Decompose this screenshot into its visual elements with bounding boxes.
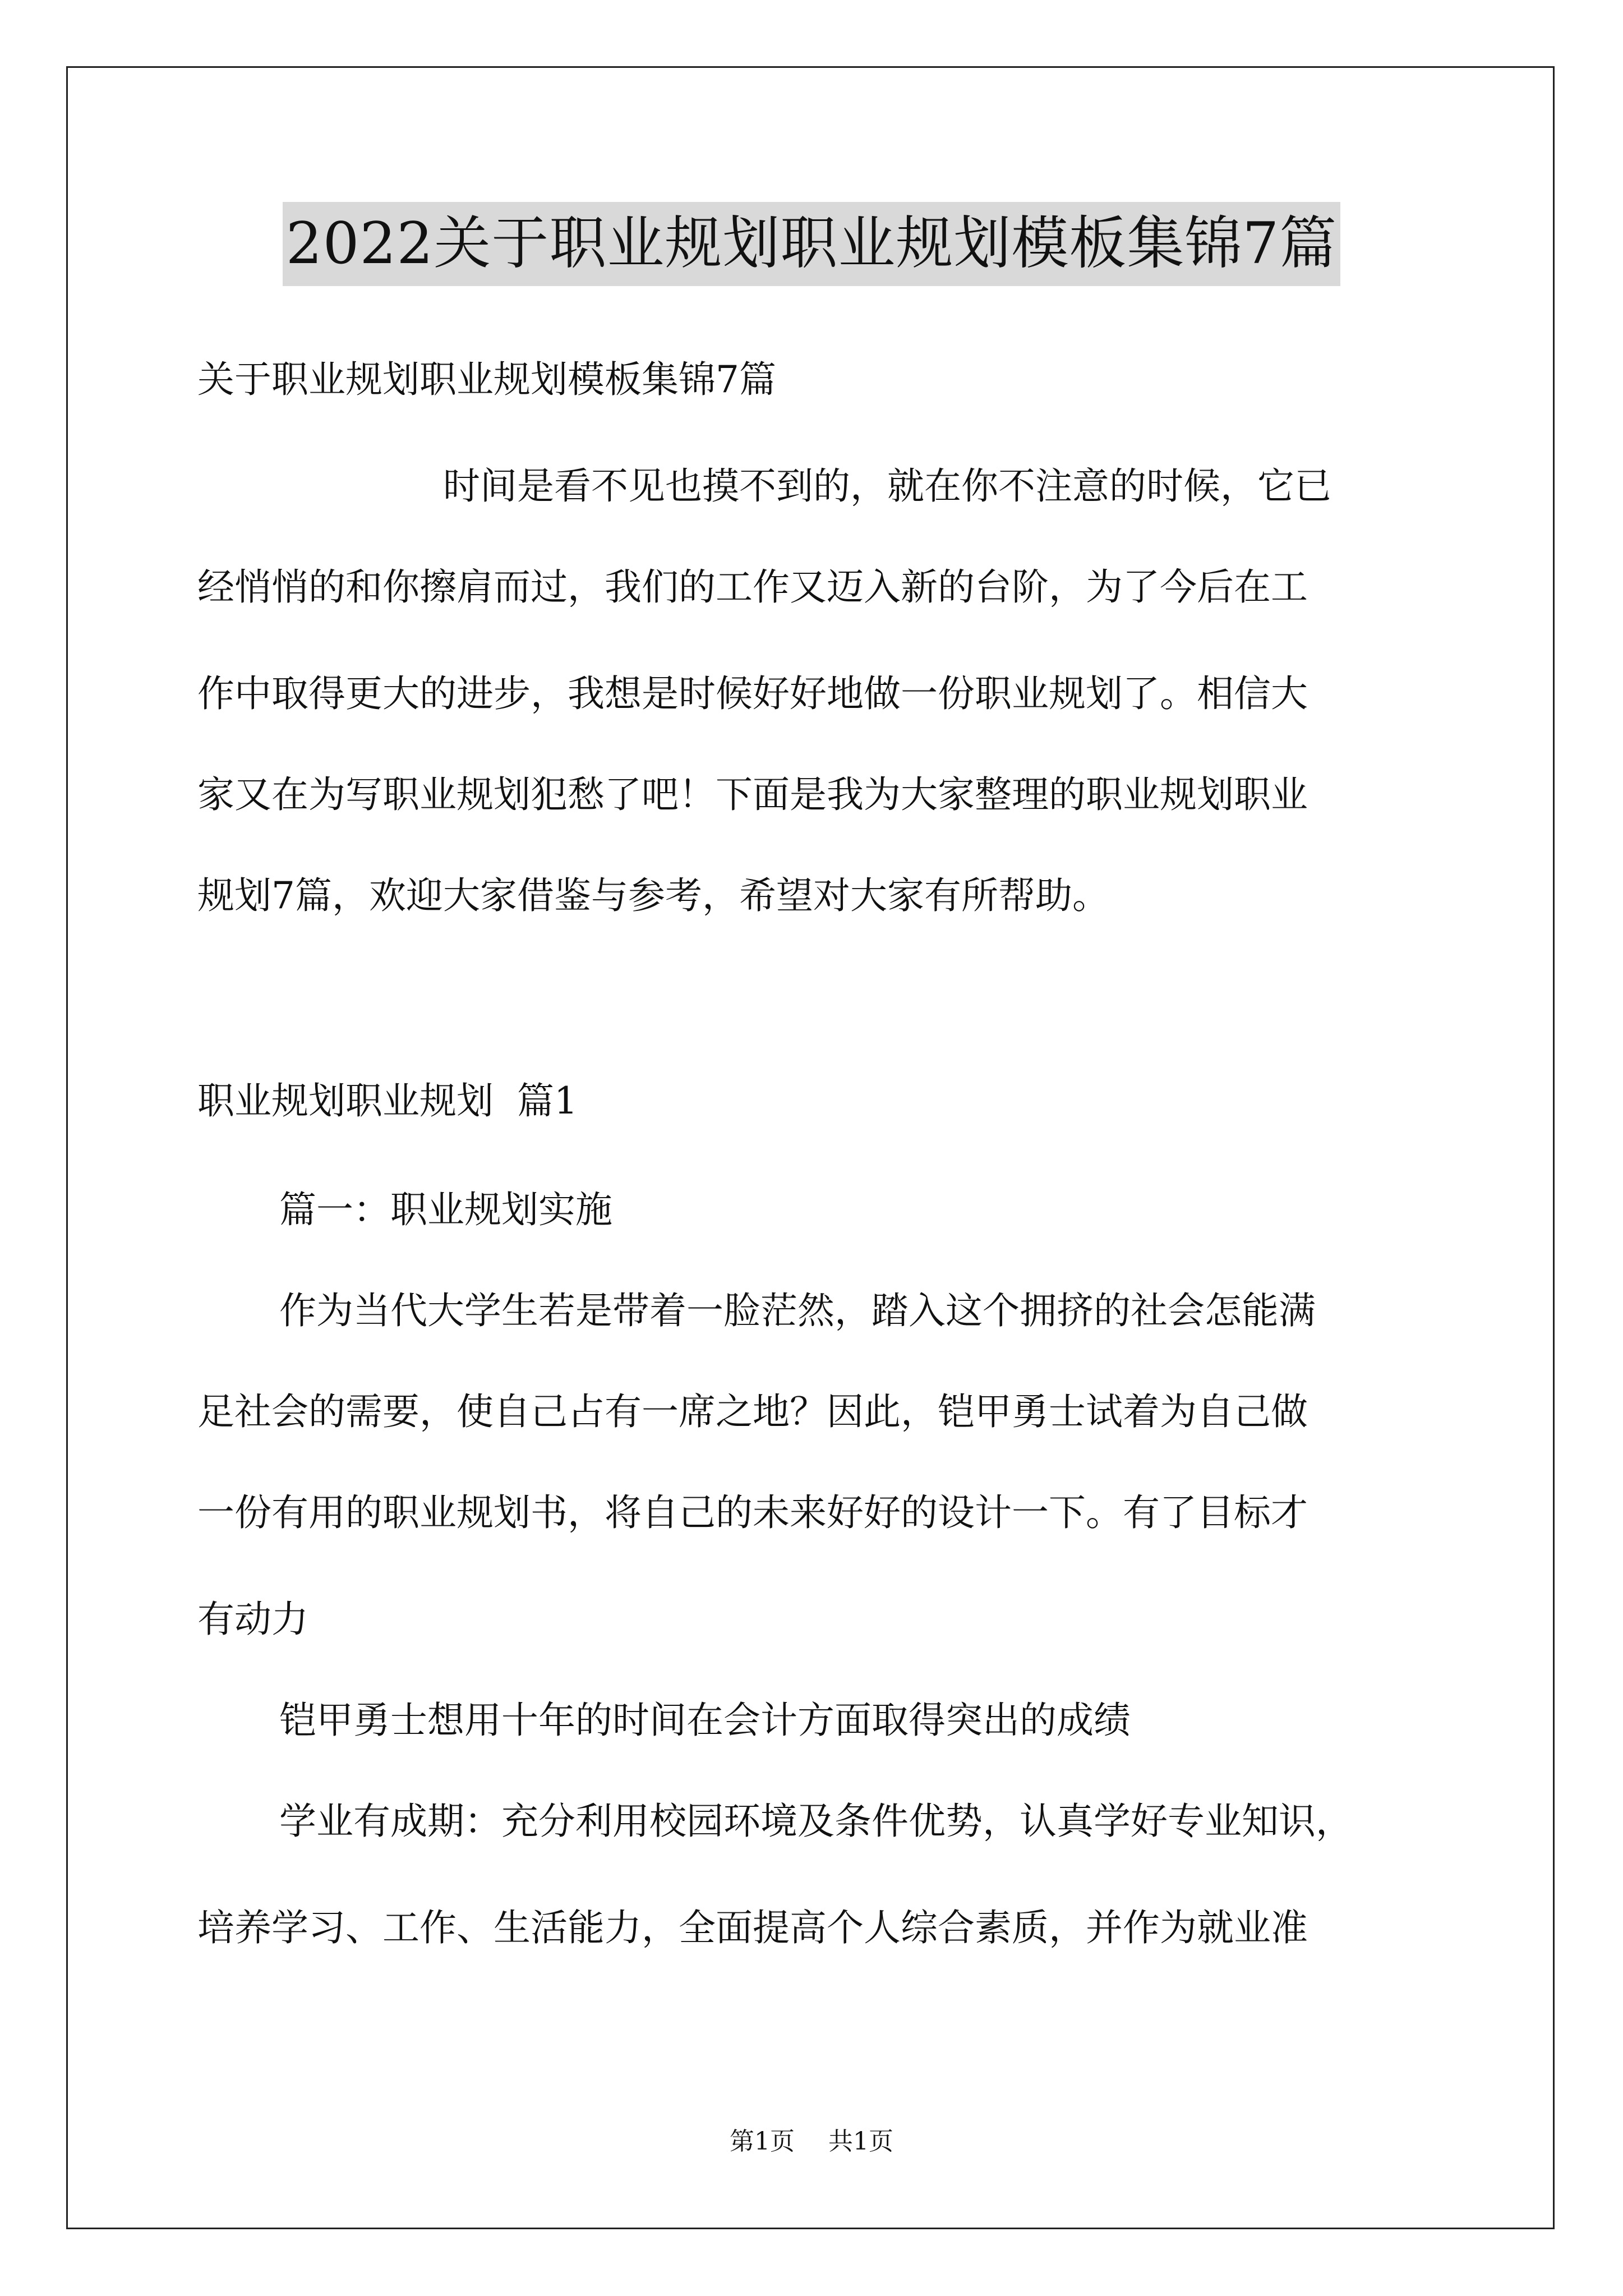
section-heading: 职业规划职业规划 篇1 [197, 1079, 578, 1122]
intro-line-1: 时间是看不见也摸不到的，就在你不注意的时候，它已 [443, 464, 1331, 508]
intro-line-3: 作中取得更大的进步，我想是时候好好地做一份职业规划了。相信大 [197, 672, 1308, 715]
title-container [0, 202, 1623, 286]
body-line-2: 足社会的需要，使自己占有一席之地？因此，铠甲勇士试着为自己做 [197, 1390, 1308, 1433]
intro-line-4: 家又在为写职业规划犯愁了吧！下面是我为大家整理的职业规划职业 [197, 773, 1308, 816]
body-line-7: 培养学习、工作、生活能力，全面提高个人综合素质，并作为就业准 [197, 1906, 1308, 1949]
intro-line-2: 经悄悄的和你擦肩而过，我们的工作又迈入新的台阶，为了今后在工 [197, 565, 1308, 609]
body-line-1: 作为当代大学生若是带着一脸茫然，踏入这个拥挤的社会怎能满 [279, 1289, 1316, 1332]
subtitle-line: 关于职业规划职业规划模板集锦7篇 [197, 358, 776, 401]
body-line-6: 学业有成期：充分利用校园环境及条件优势，认真学好专业知识， [279, 1800, 1353, 1843]
document-title: 2022关于职业规划职业规划模板集锦7篇 [283, 202, 1340, 286]
page-total: 共1页 [828, 2127, 893, 2156]
page-number: 第1页 [730, 2127, 795, 2156]
body-line-4: 有动力 [197, 1598, 308, 1641]
body-line-3: 一份有用的职业规划书，将自己的未来好好的设计一下。有了目标才 [197, 1491, 1308, 1534]
page-footer [0, 2125, 1623, 2159]
subsection-heading: 篇一：职业规划实施 [279, 1188, 612, 1231]
body-line-5: 铠甲勇士想用十年的时间在会计方面取得突出的成绩 [279, 1699, 1131, 1742]
intro-line-5: 规划7篇，欢迎大家借鉴与参考，希望对大家有所帮助。 [197, 874, 1109, 917]
